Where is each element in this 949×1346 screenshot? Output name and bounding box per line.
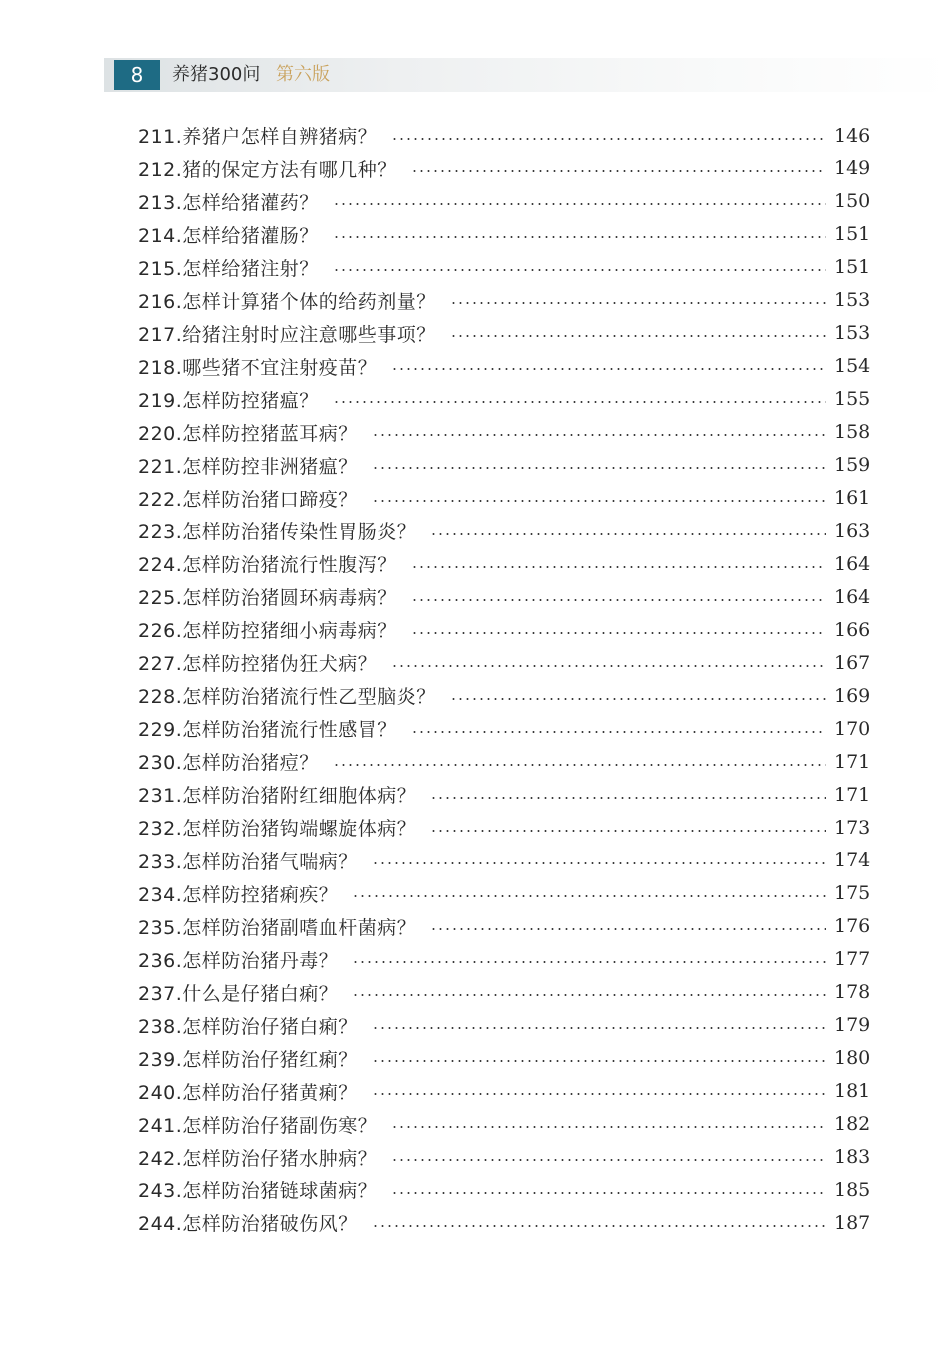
- toc-entry-title: 230.怎样防治猪痘？: [138, 752, 319, 775]
- toc-entry-page: 170: [834, 717, 871, 740]
- toc-dot-leader: [372, 862, 826, 864]
- toc-dot-leader: [411, 731, 826, 733]
- toc-entry-title: 229.怎样防治猪流行性感冒？: [138, 719, 397, 742]
- toc-entry[interactable]: [138, 646, 871, 679]
- toc-dot-leader: [391, 138, 826, 140]
- toc-entry[interactable]: [138, 350, 871, 383]
- toc-dot-leader: [430, 797, 826, 799]
- toc-entry-title: 244.怎样防治猪破伤风？: [138, 1213, 358, 1236]
- toc-entry[interactable]: [138, 976, 871, 1009]
- toc-dot-leader: [391, 1192, 826, 1194]
- toc-entry[interactable]: [138, 284, 871, 317]
- toc-dot-leader: [430, 928, 826, 930]
- toc-dot-leader: [411, 599, 826, 601]
- toc-entry[interactable]: [138, 547, 871, 580]
- toc-entry-title: 219.怎样防控猪瘟？: [138, 389, 319, 412]
- toc-dot-leader: [411, 170, 826, 172]
- toc-entry-title: 238.怎样防治仔猪白痢？: [138, 1015, 358, 1038]
- toc-entry-title: 228.怎样防治猪流行性乙型脑炎？: [138, 686, 436, 709]
- toc-entry[interactable]: [138, 1042, 871, 1075]
- toc-entry-page: 158: [834, 421, 871, 444]
- toc-entry-page: 146: [834, 124, 871, 147]
- toc-dot-leader: [372, 1225, 826, 1227]
- toc-entry-page: 175: [834, 882, 871, 905]
- toc-dot-leader: [391, 665, 826, 667]
- toc-dot-leader: [450, 335, 826, 337]
- toc-entry[interactable]: [138, 910, 871, 943]
- toc-entry-page: 185: [834, 1178, 871, 1201]
- toc-dot-leader: [411, 566, 826, 568]
- toc-dot-leader: [333, 401, 826, 403]
- toc-entry-page: 151: [834, 256, 871, 279]
- toc-entry[interactable]: [138, 1206, 871, 1239]
- toc-entry[interactable]: [138, 1141, 871, 1174]
- toc-entry-title: 240.怎样防治仔猪黄痢？: [138, 1081, 358, 1104]
- toc-entry-title: 235.怎样防治猪副嗜血杆菌病？: [138, 916, 417, 939]
- toc-entry-title: 241.怎样防治仔猪副伤寒？: [138, 1114, 378, 1137]
- toc-dot-leader: [391, 368, 826, 370]
- toc-entry-title: 239.怎样防治仔猪红痢？: [138, 1048, 358, 1071]
- toc-entry-title: 215.怎样给猪注射？: [138, 257, 319, 280]
- toc-dot-leader: [372, 1027, 826, 1029]
- toc-entry-title: 237.什么是仔猪白痢？: [138, 982, 339, 1005]
- toc-entry-page: 183: [834, 1146, 871, 1168]
- toc-entry[interactable]: [138, 185, 871, 218]
- toc-entry[interactable]: [138, 317, 871, 350]
- toc-entry-title: 218.哪些猪不宜注射疫苗？: [138, 356, 378, 379]
- toc-entry-page: 178: [834, 981, 871, 1004]
- page-number: 8: [114, 60, 160, 90]
- toc-entry[interactable]: [138, 712, 871, 745]
- toc-entry[interactable]: [138, 1108, 871, 1141]
- toc-entry-title: 211.养猪户怎样自辨猪病？: [138, 126, 378, 148]
- toc-entry-title: 231.怎样防治猪附红细胞体病？: [138, 785, 417, 807]
- toc-entry-page: 163: [834, 519, 871, 542]
- toc-entry-title: 234.怎样防控猪痢疾？: [138, 883, 339, 906]
- toc-entry-page: 154: [834, 355, 871, 378]
- toc-entry[interactable]: [138, 383, 871, 416]
- toc-dot-leader: [333, 269, 826, 271]
- toc-entry[interactable]: [138, 580, 871, 613]
- toc-dot-leader: [372, 467, 826, 469]
- toc-entry-page: 153: [834, 322, 871, 345]
- toc-dot-leader: [391, 1159, 826, 1161]
- toc-entry-page: 159: [834, 454, 871, 476]
- toc-entry-title: 217.给猪注射时应注意哪些事项？: [138, 323, 436, 346]
- toc-entry-page: 181: [834, 1080, 871, 1103]
- toc-entry[interactable]: [138, 778, 871, 811]
- toc-entry-page: 166: [834, 618, 871, 641]
- toc-entry-title: 227.怎样防控猪伪狂犬病？: [138, 653, 378, 676]
- toc-entry-page: 149: [834, 157, 871, 180]
- toc-entry-page: 150: [834, 190, 871, 213]
- toc-entry[interactable]: [138, 811, 871, 844]
- toc-entry-title: 221.怎样防控非洲猪瘟？: [138, 455, 358, 478]
- toc-entry-page: 164: [834, 552, 871, 575]
- toc-entry-page: 169: [834, 684, 871, 707]
- toc-entry-page: 177: [834, 948, 871, 971]
- toc-entry-page: 171: [834, 750, 871, 773]
- toc-dot-leader: [333, 203, 826, 205]
- toc-dot-leader: [333, 236, 826, 238]
- book-title: 养猪300问: [172, 64, 261, 85]
- toc-entry[interactable]: [138, 218, 871, 251]
- toc-entry-title: 216.怎样计算猪个体的给药剂量？: [138, 290, 436, 313]
- toc-entry-page: 161: [834, 487, 871, 509]
- toc-entry-title: 214.怎样给猪灌肠？: [138, 224, 319, 247]
- toc-entry[interactable]: [138, 844, 871, 877]
- toc-entry[interactable]: [138, 1075, 871, 1108]
- toc-dot-leader: [372, 1060, 826, 1062]
- toc-entry-title: 243.怎样防治猪链球菌病？: [138, 1180, 378, 1203]
- toc-entry-title: 213.怎样给猪灌药？: [138, 191, 319, 214]
- toc-entry[interactable]: [138, 482, 871, 515]
- toc-entry[interactable]: [138, 1009, 871, 1042]
- toc-dot-leader: [372, 1093, 826, 1095]
- toc-entry-title: 224.怎样防治猪流行性腹泻？: [138, 554, 397, 577]
- toc-entry-title: 220.怎样防控猪蓝耳病？: [138, 422, 358, 445]
- toc-entry-title: 223.怎样防治猪传染性胃肠炎？: [138, 521, 417, 544]
- toc-entry-page: 167: [834, 651, 871, 674]
- toc-entry[interactable]: [138, 745, 871, 778]
- toc-entry-page: 182: [834, 1113, 871, 1135]
- toc-entry-page: 187: [834, 1211, 871, 1234]
- toc-entry-page: 173: [834, 816, 871, 839]
- toc-entry[interactable]: [138, 514, 871, 547]
- toc-entry[interactable]: [138, 679, 871, 712]
- toc-entry[interactable]: [138, 877, 871, 910]
- toc-dot-leader: [411, 632, 826, 634]
- toc-entry-title: 233.怎样防治猪气喘病？: [138, 850, 358, 873]
- toc-entry-title: 212.猪的保定方法有哪几种？: [138, 158, 397, 181]
- toc-entry-page: 179: [834, 1014, 871, 1037]
- toc-entry-page: 164: [834, 585, 871, 608]
- toc-entry-title: 225.怎样防治猪圆环病毒病？: [138, 587, 397, 610]
- toc-entry-page: 171: [834, 783, 871, 806]
- toc-dot-leader: [430, 830, 826, 832]
- edition-label: 第六版: [276, 64, 330, 85]
- toc-entry-page: 180: [834, 1047, 871, 1070]
- toc-dot-leader: [450, 302, 826, 304]
- toc-entry-title: 232.怎样防治猪钩端螺旋体病？: [138, 818, 417, 840]
- toc-dot-leader: [352, 895, 826, 897]
- toc-dot-leader: [372, 434, 826, 436]
- toc-dot-leader: [352, 994, 826, 996]
- toc-entry[interactable]: [138, 449, 871, 482]
- toc-entry-page: 153: [834, 289, 871, 312]
- toc-dot-leader: [372, 500, 826, 502]
- toc-entry-title: 236.怎样防治猪丹毒？: [138, 949, 339, 972]
- toc-entry[interactable]: [138, 1173, 871, 1206]
- toc-entry-page: 155: [834, 388, 871, 411]
- toc-entry[interactable]: [138, 119, 871, 152]
- toc-entry-page: 176: [834, 915, 871, 938]
- toc-dot-leader: [450, 698, 826, 700]
- toc-entry[interactable]: [138, 152, 871, 185]
- toc-entry-title: 226.怎样防控猪细小病毒病？: [138, 620, 397, 643]
- toc-entry-title: 222.怎样防治猪口蹄疫？: [138, 488, 358, 511]
- toc-dot-leader: [352, 961, 826, 963]
- toc-entry[interactable]: [138, 943, 871, 976]
- toc-entry-page: 151: [834, 223, 871, 246]
- toc-entry[interactable]: [138, 416, 871, 449]
- toc-dot-leader: [430, 533, 826, 535]
- toc-entry[interactable]: [138, 251, 871, 284]
- toc-entry-title: 242.怎样防治仔猪水肿病？: [138, 1147, 378, 1170]
- toc-entry-page: 174: [834, 849, 871, 872]
- toc-dot-leader: [391, 1126, 826, 1128]
- toc-entry[interactable]: [138, 613, 871, 646]
- toc-dot-leader: [333, 764, 826, 766]
